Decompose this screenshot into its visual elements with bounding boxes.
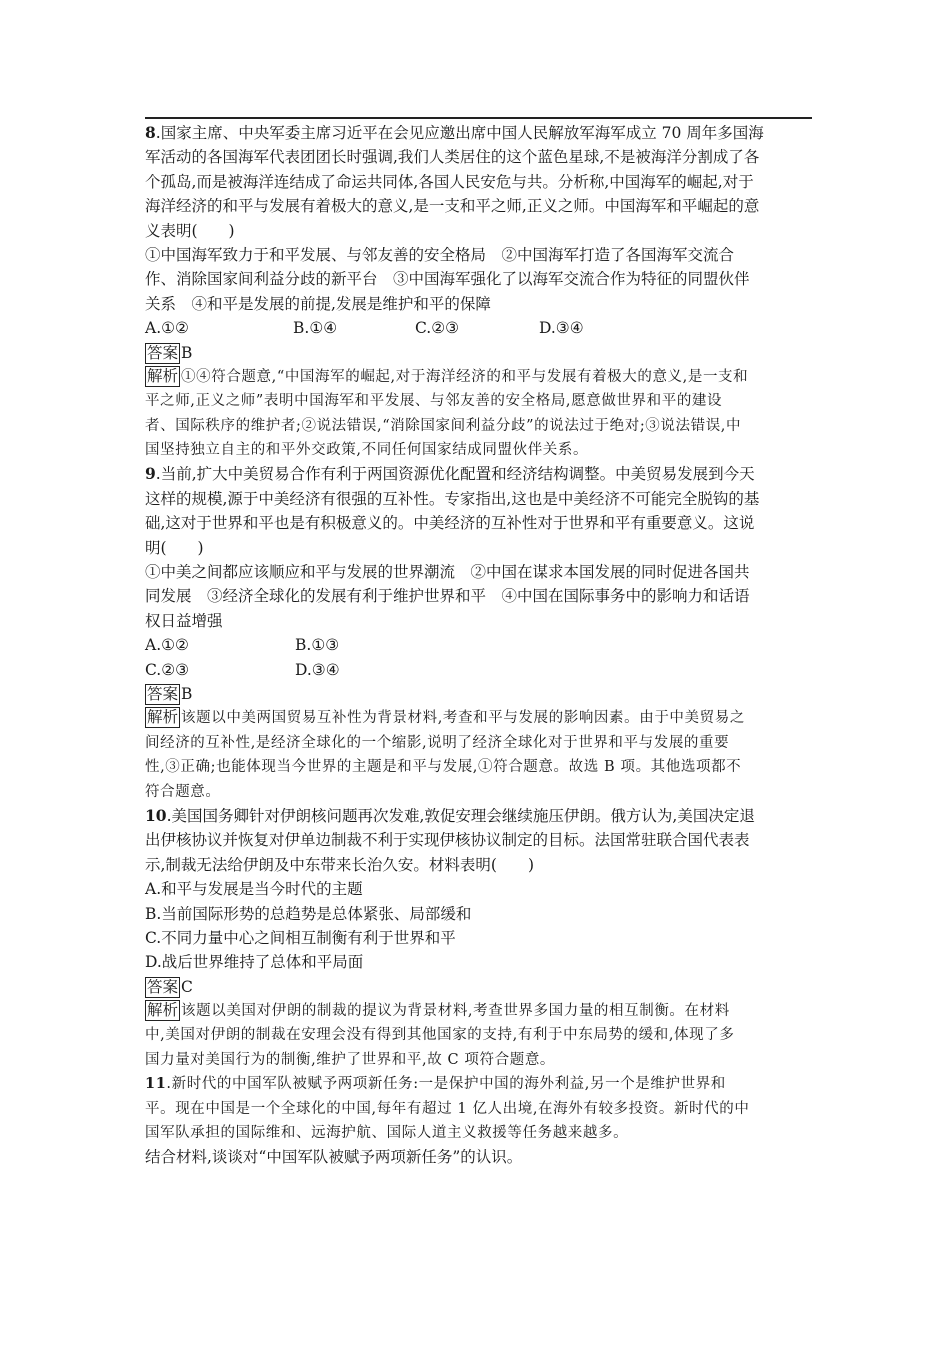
q11-stem-line: 国军队承担的国际维和、远海护航、国际人道主义救援等任务越来越多。: [145, 1125, 629, 1142]
option-c: C.②③: [415, 319, 460, 338]
option-a: A.①②: [145, 319, 189, 338]
option-b: B.①④: [293, 319, 338, 338]
q11-stem-line: 平。现在中国是一个全球化的中国,每年有超过 1 亿人出境,在海外有较多投资。新时代的中: [145, 1100, 750, 1117]
option-d: D.③④: [295, 660, 340, 679]
q9-explain-line: 性,③正确;也能体现当今世界的主题是和平与发展,①符合题意。故选 B 项。其他选项都不: [145, 759, 742, 776]
explain-label: 解析: [147, 366, 179, 385]
header-rule: [145, 117, 812, 119]
q9-item-line: ①中美之间都应该顺应和平与发展的世界潮流 ②中国在谋求本国发展的同时促进各国共: [145, 563, 750, 582]
q9-options-row-2: [145, 658, 813, 682]
q10-answer: [145, 975, 813, 999]
q10-stem-line: 出伊核协议并恢复对伊单边制裁不利于实现伊核协议制定的目标。法国常驻联合国代表表: [145, 831, 750, 850]
q8-explain-line: 国坚持独立自主的和平外交政策,不同任何国家结成同盟伙伴关系。: [145, 442, 589, 459]
q9-item-line: 同发展 ③经济全球化的发展有利于维护世界和平 ④中国在国际事务中的影响力和话语: [145, 587, 750, 606]
q9-explain-line: 符合题意。: [145, 783, 221, 800]
explain-label: 解析: [147, 1001, 179, 1020]
q10-stem-line: 示,制裁无法给伊朗及中东带来长治久安。材料表明( ): [145, 855, 535, 874]
option-a: A.①②: [145, 636, 189, 655]
option-b: B.①③: [295, 636, 340, 655]
q11-stem-line: 11.新时代的中国军队被赋予两项新任务:一是保护中国的海外利益,另一个是维护世界和: [145, 1075, 726, 1093]
q8-stem-line: 8.国家主席、中央军委主席习近平在会见应邀出席中国人民解放军海军成立 70 周年多国海: [145, 123, 764, 142]
q8-stem-line: 军活动的各国海军代表团团长时强调,我们人类居住的这个蓝色星球,不是被海洋分割成了各: [145, 148, 760, 167]
q8-options: [145, 316, 813, 340]
q9-stem-line: 9.当前,扩大中美贸易合作有利于两国资源优化配置和经济结构调整。中美贸易发展到今天: [145, 464, 755, 484]
q9-stem-line: 础,这对于世界和平也是有积极意义的。中美经济的互补性对于世界和平有重要意义。这说: [145, 514, 755, 533]
answer-label: 答案: [147, 343, 179, 362]
option-c: C.②③: [145, 660, 190, 679]
q8-item-line: 关系 ④和平是发展的前提,发展是维护和平的保障: [145, 294, 491, 313]
q9-explain-line: 间经济的互补性,是经济全球化的一个缩影,说明了经济全球化对于世界和平与发展的重要: [145, 734, 730, 751]
q9-explain-line: 解析 该题以中美两国贸易互补性为背景材料,考查和平与发展的影响因素。由于中美贸易之: [147, 708, 745, 727]
question-9: [145, 462, 813, 803]
question-number: 9: [145, 464, 156, 484]
q10-explain-line: 国力量对美国行为的制衡,维护了世界和平,故 C 项符合题意。: [145, 1051, 556, 1068]
option-b: B.当前国际形势的总趋势是总体紧张、局部缓和: [145, 904, 472, 923]
q9-options-row-1: [145, 633, 813, 657]
q8-stem-line: 海洋经济的和平与发展有着极大的意义,是一支和平之师,正义之师。中国海军和平崛起的意: [145, 197, 760, 216]
q8-item-line: ①中国海军致力于和平发展、与邻友善的安全格局 ②中国海军打造了各国海军交流合: [145, 245, 735, 264]
q8-item-line: 作、消除国家间利益分歧的新平台 ③中国海军强化了以海军交流合作为特征的同盟伙伴: [145, 270, 750, 289]
q8-explain-line: 平之师,正义之师”表明中国海军和平发展、与邻友善的安全格局,愿意做世界和平的建设: [145, 393, 723, 410]
answer-label: 答案: [147, 977, 179, 996]
q9-stem-line: 这样的规模,源于中美经济有很强的互补性。专家指出,这也是中美经济不可能完全脱钩的基: [145, 489, 760, 508]
question-10: [145, 804, 813, 1072]
question-11: [145, 1072, 813, 1170]
q11-prompt: 结合材料,谈谈对“中国军队被赋予两项新任务”的认识。: [145, 1148, 523, 1167]
option-c: C.不同力量中心之间相互制衡有利于世界和平: [145, 928, 456, 947]
question-number: 8: [145, 123, 156, 142]
q8-stem-line: 义表明( ): [145, 221, 235, 240]
answer-label: 答案: [147, 684, 179, 703]
question-number: 11: [145, 1075, 167, 1093]
q10-explain-line: 解析 该题以美国对伊朗的制裁的提议为背景材料,考查世界多国力量的相互制衡。在材料: [147, 1001, 730, 1020]
q9-item-line: 权日益增强: [145, 611, 223, 630]
option-d: D.战后世界维持了总体和平局面: [145, 953, 364, 972]
question-8: [145, 121, 813, 462]
q8-explain-line: 者、国际秩序的维护者;②说法错误,“消除国家间利益分歧”的说法过于绝对;③说法错误,中: [145, 417, 742, 434]
answer-value: B: [181, 343, 193, 362]
q8-answer: [145, 341, 813, 365]
q9-stem-line: 明( ): [145, 538, 204, 557]
option-d: D.③④: [539, 319, 584, 338]
q10-stem-line: 10.美国国务卿针对伊朗核问题再次发难,敦促安理会继续施压伊朗。俄方认为,美国决定退: [145, 805, 755, 825]
question-content: [145, 121, 813, 1170]
question-number: 10: [145, 805, 167, 825]
q8-explain-line: 解析 ①④符合题意,“中国海军的崛起,对于海洋经济的和平与发展有着极大的意义,是一支和: [147, 366, 749, 385]
q8-stem-line: 个孤岛,而是被海洋连结成了命运共同体,各国人民安危与共。分析称,中国海军的崛起,对于: [145, 172, 754, 191]
answer-value: B: [181, 684, 193, 703]
q10-explain-line: 中,美国对伊朗的制裁在安理会没有得到其他国家的支持,有利于中东局势的缓和,体现了多: [145, 1027, 735, 1044]
answer-value: C: [181, 977, 193, 996]
q9-answer: [145, 682, 813, 706]
explain-label: 解析: [147, 708, 179, 727]
option-a: A.和平与发展是当今时代的主题: [145, 880, 363, 899]
